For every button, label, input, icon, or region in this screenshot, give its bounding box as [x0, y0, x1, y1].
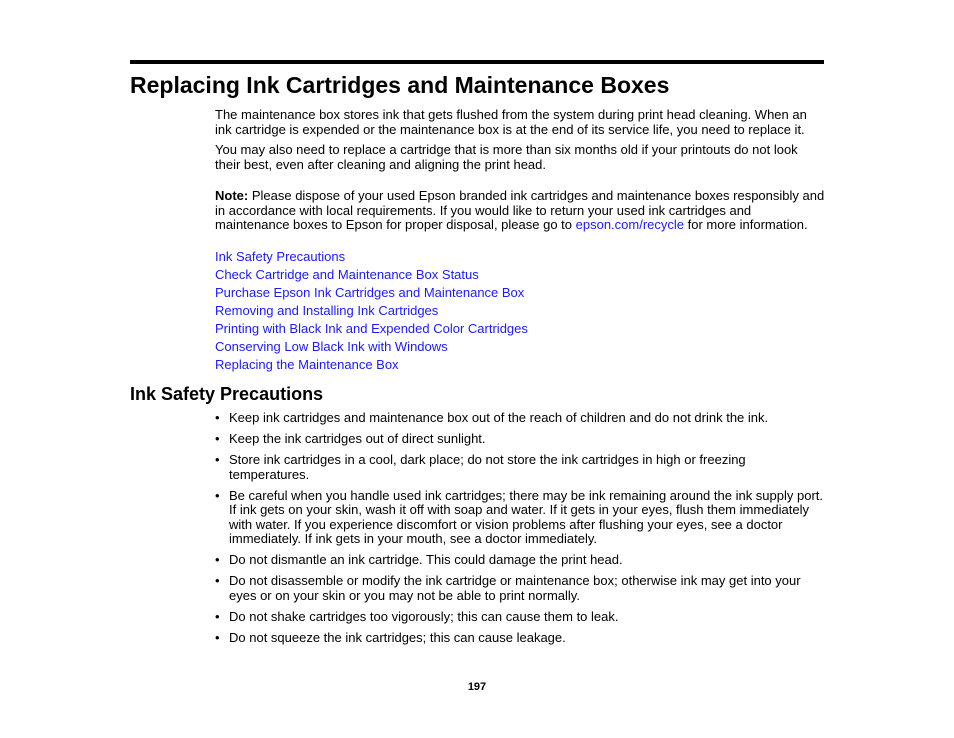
list-item [215, 267, 528, 285]
page-number: 197 [467, 681, 487, 693]
page-title: Replacing Ink Cartridges and Maintenance Boxes [130, 72, 670, 98]
bullet-icon: • [215, 451, 220, 467]
heading-rule [130, 60, 824, 64]
note-text-before: Please dispose of your used Epson branded ink cartridges and maintenance boxes responsibly and in accordance with local requirements. If you would like to return your used ink cartridges and maintenance boxes to Epson for proper disposal, please go to [215, 188, 825, 233]
bullet-text: Keep the ink cartridges out of direct sunlight. [229, 430, 486, 446]
safety-bullet-list [215, 411, 827, 652]
link-removing-installing[interactable]: Removing and Installing Ink Cartridges [215, 303, 439, 318]
bullet-icon: • [215, 430, 220, 446]
bullet-text: Do not squeeze the ink cartridges; this can cause leakage. [229, 629, 566, 645]
list-item [215, 285, 528, 303]
bullet-icon: • [215, 410, 220, 425]
link-printing-black-ink[interactable]: Printing with Black Ink and Expended Color Cartridges [215, 321, 528, 336]
note-label: Note: [215, 188, 249, 203]
bullet-text: Do not dismantle an ink cartridge. This could damage the print head. [229, 552, 623, 568]
list-item [215, 249, 528, 267]
bullet-icon: • [215, 552, 220, 568]
link-replacing-maintenance-box[interactable]: Replacing the Maintenance Box [215, 357, 399, 372]
list-item [215, 357, 528, 375]
link-ink-safety-precautions[interactable]: Ink Safety Precautions [215, 249, 346, 264]
note-paragraph [215, 189, 825, 233]
bullet-item [215, 411, 827, 426]
bullet-icon: • [215, 573, 220, 589]
list-item [215, 303, 528, 321]
bullet-text: Do not shake cartridges too vigorously; this can cause them to leak. [229, 608, 619, 624]
topic-links-list [215, 249, 528, 375]
bullet-item [215, 553, 827, 568]
link-check-cartridge-status[interactable]: Check Cartridge and Maintenance Box Status [215, 267, 479, 282]
section-heading: Ink Safety Precautions [130, 384, 324, 404]
list-item [215, 339, 528, 357]
bullet-text: Be careful when you handle used ink cartridges; there may be ink remaining around the ink supply port. If ink gets on your skin, wash it off with soap and water. If it gets in your eyes, flush them immediately with water. If you experience discomfort or vision problems after flushing your eyes, see a doctor immediately. If ink gets in your mouth, see a doctor immediately. [229, 487, 824, 547]
intro-paragraph-1: The maintenance box stores ink that gets flushed from the system during print head cleaning. When an ink cartridge is expended or the maintenance box is at the end of its service life, you need to replace it. [215, 107, 807, 137]
bullet-icon: • [215, 629, 220, 645]
link-conserving-black-ink[interactable]: Conserving Low Black Ink with Windows [215, 339, 448, 354]
bullet-icon: • [215, 487, 220, 503]
bullet-text: Do not disassemble or modify the ink cartridge or maintenance box; otherwise ink may get into your eyes or on your skin or you may not be able to print normally. [229, 573, 801, 603]
bullet-item [215, 489, 827, 547]
bullet-icon: • [215, 608, 220, 624]
intro-paragraph-2: You may also need to replace a cartridge that is more than six months old if your printouts do not look their best, even after cleaning and aligning the print head. [215, 142, 798, 172]
note-text-after: for more information. [684, 217, 808, 233]
bullet-text: Store ink cartridges in a cool, dark place; do not store the ink cartridges in high or freezing temperatures. [229, 451, 746, 482]
list-item [215, 321, 528, 339]
bullet-item [215, 610, 827, 625]
bullet-item [215, 574, 827, 603]
bullet-item [215, 432, 827, 447]
link-purchase-ink[interactable]: Purchase Epson Ink Cartridges and Maintenance Box [215, 285, 525, 300]
recycle-link[interactable]: epson.com/recycle [575, 217, 685, 233]
bullet-item [215, 453, 827, 482]
bullet-item [215, 631, 827, 646]
bullet-text: Keep ink cartridges and maintenance box out of the reach of children and do not drink the ink. [229, 410, 769, 425]
